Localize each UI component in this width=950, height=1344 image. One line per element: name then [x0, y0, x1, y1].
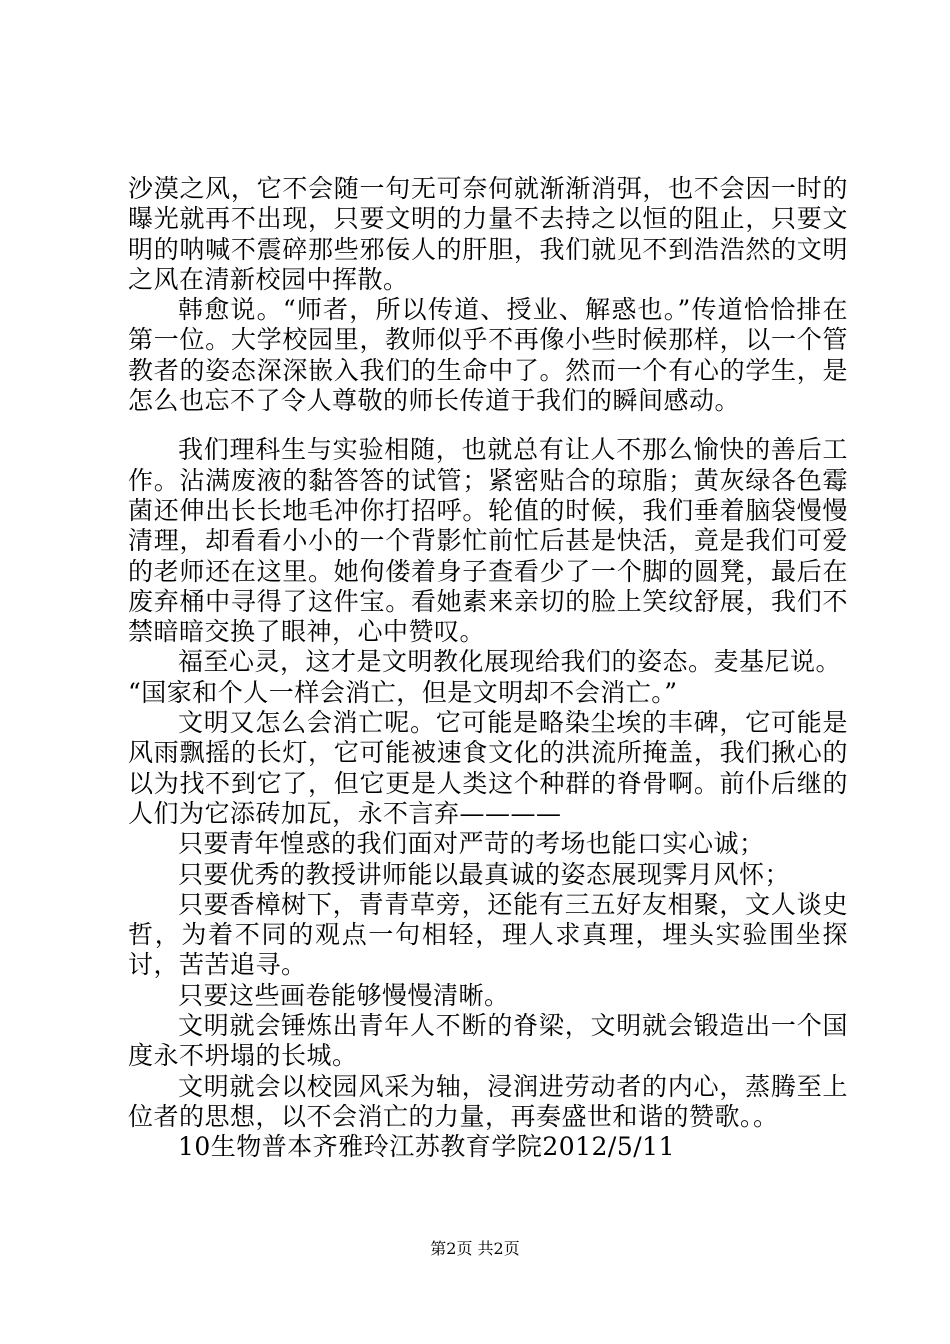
page-footer — [0, 1239, 950, 1259]
paragraph-harmony-song: 文明就会以校园风采为轴，浸润进劳动者的内心，蒸腾至上位者的思想，以不会消亡的力量，再奏盛世和谐的赞歌。。 — [128, 1071, 848, 1131]
paragraph-professors: 只要优秀的教授讲师能以最真诚的姿态展现霁月风怀； — [178, 859, 791, 889]
paragraph-camphor-tree: 只要香樟树下，青青草旁，还能有三五好友相聚，文人谈史哲，为着不同的观点一句相轻，理人求真理，埋头实验围坐探讨，苦苦追寻。 — [128, 889, 848, 980]
document-body — [128, 174, 848, 1163]
paragraph-youth-exam: 只要青年惶惑的我们面对严苛的考场也能口实心诚； — [178, 829, 765, 859]
paragraph-fuzhi-xinling: 福至心灵，这才是文明教化展现给我们的姿态。麦基尼说。 — [178, 647, 842, 677]
paragraph-picture-scrolls: 只要这些画卷能够慢慢清晰。 — [178, 980, 510, 1010]
paragraph-desert-wind: 沙漠之风，它不会随一句无可奈何就渐渐消弭，也不会因一时的曝光就再不出现，只要文明的力量不去持之以恒的阻止，只要文明的呐喊不震碎那些邪佞人的肝胆，我们就见不到浩浩然的文明之风在清新校园中挥散。 — [128, 174, 848, 294]
paragraph-civilization-never-dies: 文明又怎么会消亡呢。它可能是略染尘埃的丰碑，它可能是风雨飘摇的长灯，它可能被速食文化的洪流所掩盖，我们揪心的以为找不到它了，但它更是人类这个种群的脊骨啊。前仆后继的人们为它添砖加瓦，永不言弃———— — [128, 708, 848, 828]
page-number-label: 第2页 共2页 — [430, 1239, 520, 1258]
paragraph-lab-cleanup: 我们理科生与实验相随，也就总有让人不那么愉快的善后工作。沾满废液的黏答答的试管；紧密贴合的琼脂；黄灰绿各色霉菌还伸出长长地毛冲你打招呼。轮值的时候，我们垂着脑袋慢慢清理，却看看小小的一个背影忙前忙后甚是快活，竟是我们可爱的老师还在这里。她佝偻着身子查看少了一个脚的圆凳，最后在废弃桶中寻得了这件宝。看她素来亲切的脸上笑纹舒展，我们不禁暗暗交换了眼神，心中赞叹。 — [128, 435, 848, 647]
paragraph-backbone: 文明就会锤炼出青年人不断的脊梁，文明就会锻造出一个国度永不坍塌的长城。 — [128, 1011, 848, 1071]
paragraph-quote-civilization: “国家和个人一样会消亡，但是文明却不会消亡。” — [128, 677, 678, 707]
paragraph-han-yu-quote: 韩愈说。“师者，所以传道、授业、解惑也。”传道恰恰排在第一位。大学校园里，教师似乎不再像小些时候那样，以一个管教者的姿态深深嵌入我们的生命中了。然而一个有心的学生，是怎么也忘不了令人尊敬的师长传道于我们的瞬间感动。 — [128, 295, 848, 416]
author-signature-line: 10生物普本齐雅玲江苏教育学院2012/5/11 — [178, 1132, 675, 1162]
